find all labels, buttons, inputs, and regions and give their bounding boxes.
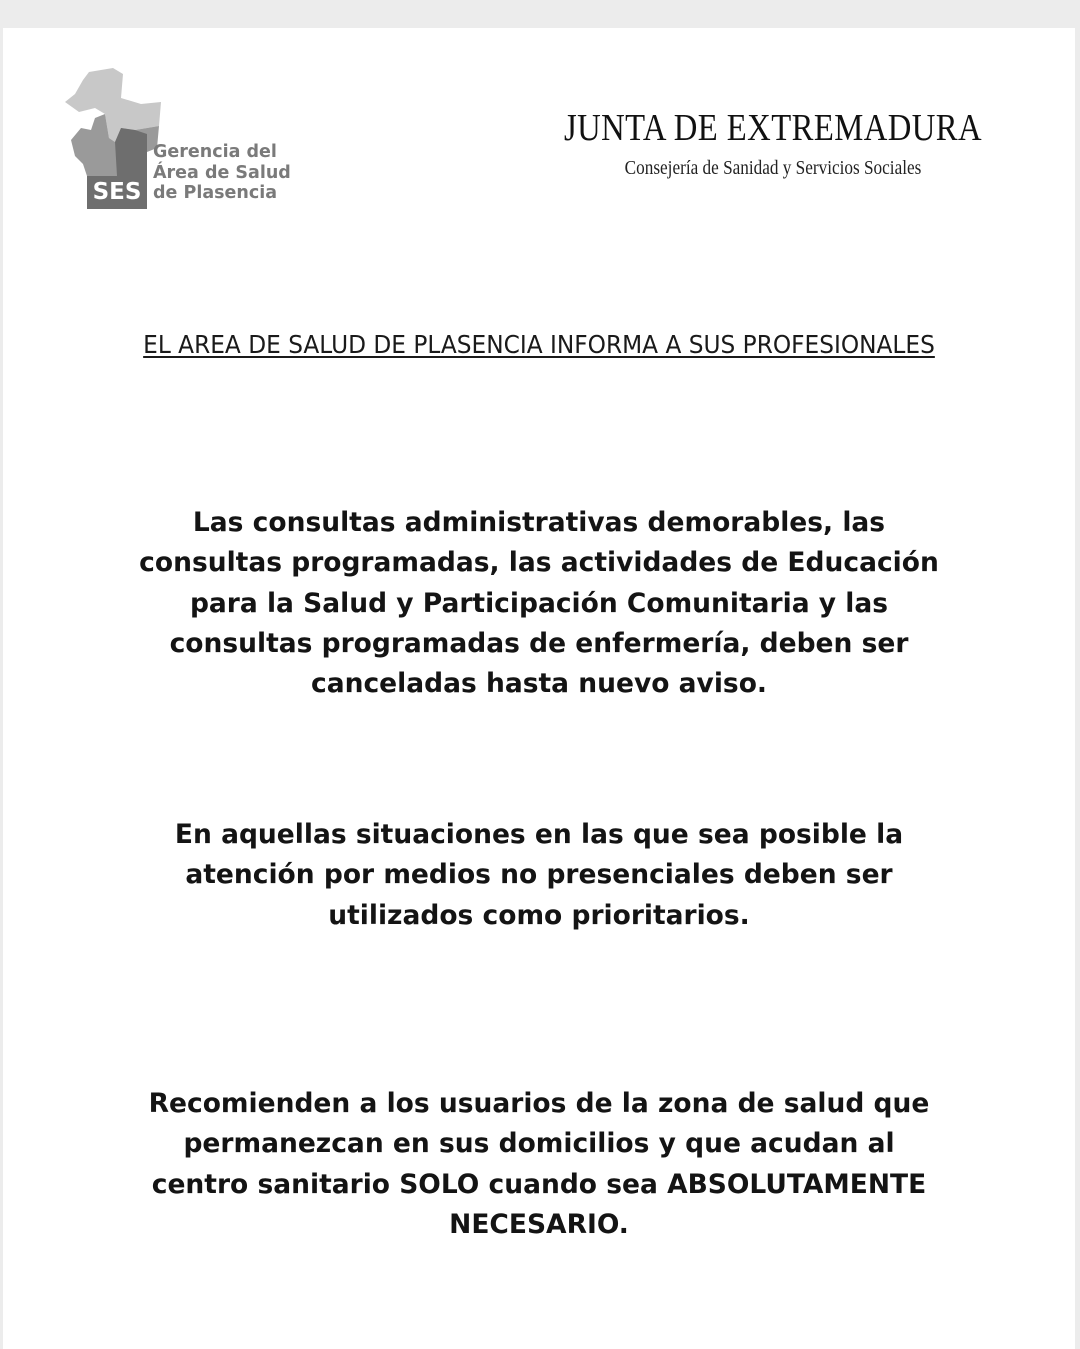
junta-header: [523, 106, 1023, 180]
document-page: [3, 28, 1075, 1349]
notice-heading: EL AREA DE SALUD DE PLASENCIA INFORMA A SUS PROFESIONALES: [143, 330, 935, 359]
ses-line-3: de Plasencia: [153, 183, 278, 203]
paragraph-cancellations: Las consultas administrativas demorables, las consultas programadas, las actividades de Educación para la Salud y Participación Comunitaria y las consultas programadas de enfermería, deben ser canceladas hasta nuevo aviso.: [139, 507, 939, 700]
ses-organization-name: [153, 142, 291, 204]
ses-logo: [61, 68, 311, 208]
junta-subtitle: Consejería de Sanidad y Servicios Sociales: [624, 157, 922, 179]
ses-line-1: Gerencia del: [153, 142, 277, 162]
paragraph-remote-care: En aquellas situaciones en las que sea posible la atención por medios no presenciales deben ser utilizados como prioritarios.: [174, 819, 904, 931]
junta-title: JUNTA DE EXTREMADURA: [563, 107, 983, 149]
paragraph-recommendation: Recomienden a los usuarios de la zona de salud que permanezcan en sus domicilios y que acudan al centro sanitario SOLO cuando sea ABSOLUTAMENTE NECESARIO.: [148, 1088, 930, 1240]
ses-badge: SES: [87, 176, 147, 209]
ses-line-2: Área de Salud: [153, 162, 291, 183]
